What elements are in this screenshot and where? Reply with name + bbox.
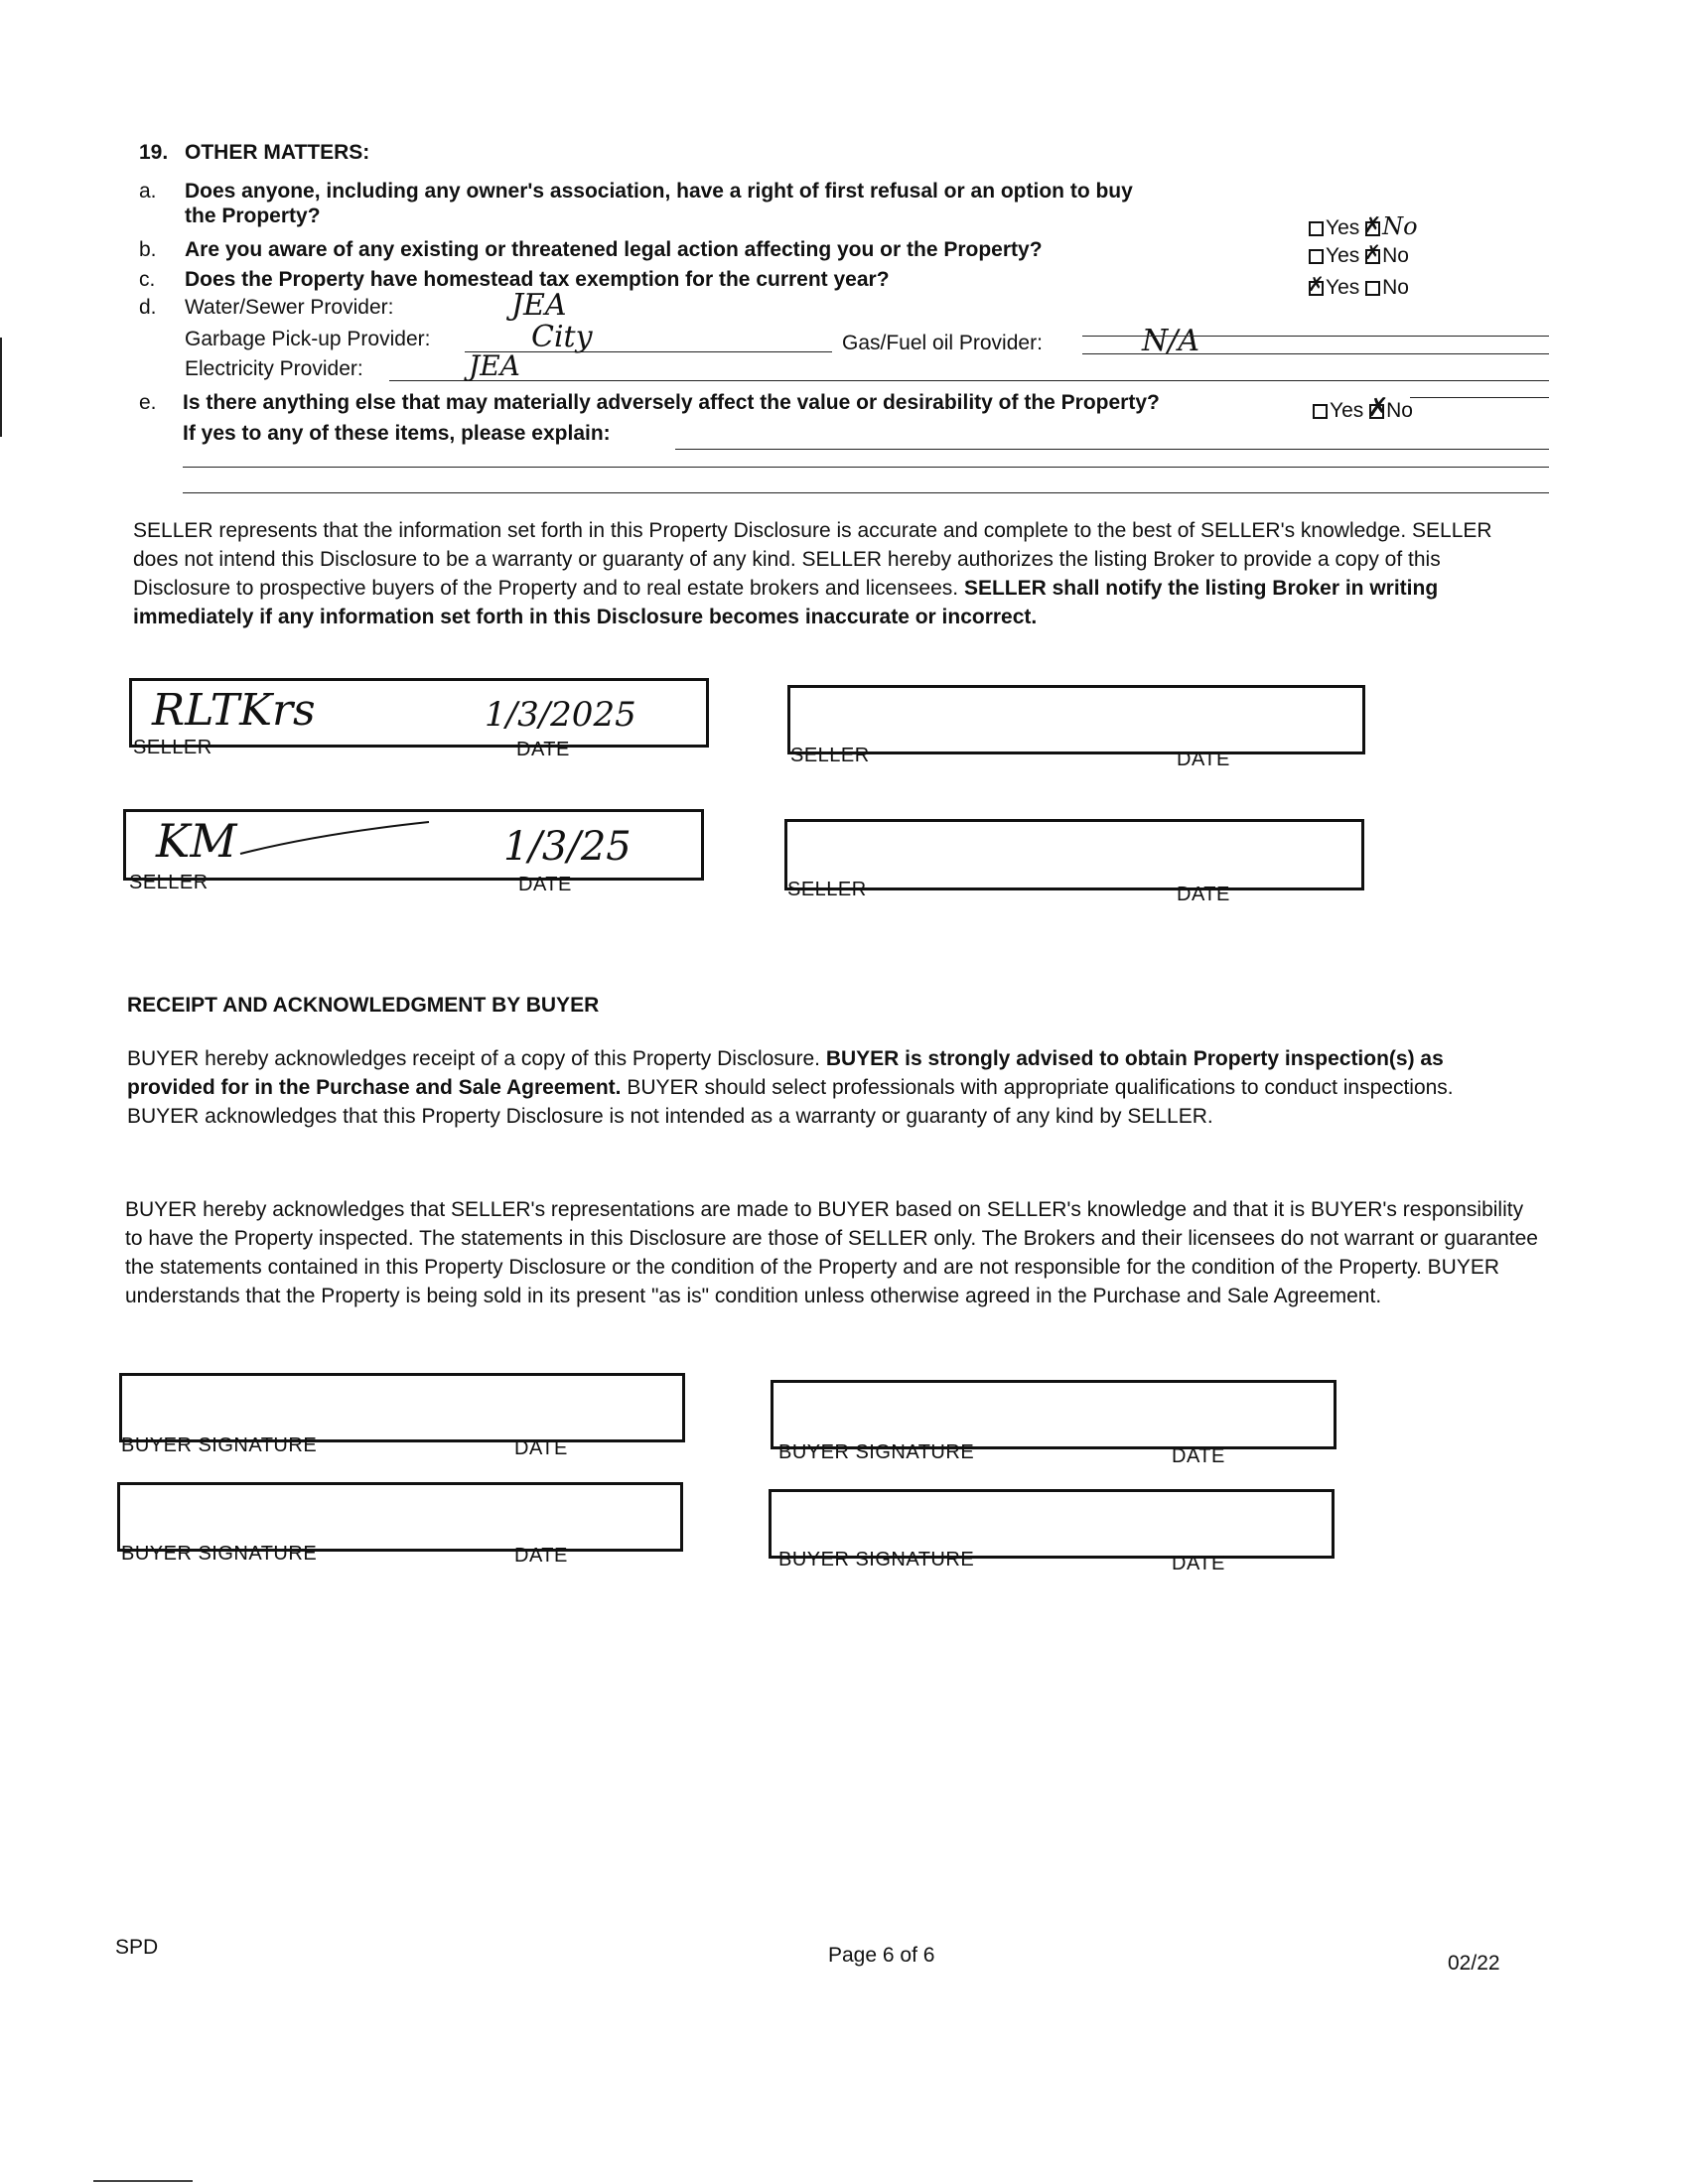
seller-caption-1: SELLER bbox=[133, 737, 212, 758]
yes-checkbox[interactable] bbox=[1313, 404, 1328, 419]
item-a-answer bbox=[1309, 212, 1418, 240]
garbage-label: Garbage Pick-up Provider: bbox=[185, 328, 431, 350]
receipt-heading: RECEIPT AND ACKNOWLEDGMENT BY BUYER bbox=[127, 994, 600, 1017]
no-handwritten-label: No bbox=[1382, 212, 1418, 240]
yes-label: Yes bbox=[1326, 276, 1360, 299]
no-checkbox-checked[interactable]: ✗ bbox=[1367, 392, 1389, 422]
signature-stroke bbox=[235, 820, 434, 860]
buyer-date-caption-4: DATE bbox=[1172, 1553, 1225, 1574]
seller-statement bbox=[133, 516, 1503, 631]
receipt-paragraph-1 bbox=[127, 1044, 1515, 1131]
no-label: No bbox=[1382, 244, 1409, 267]
item-e-question: Is there anything else that may materially adversely affect the value or desirability of the Property? bbox=[183, 391, 1160, 414]
yes-checkbox[interactable] bbox=[1309, 249, 1324, 264]
buyer-caption-2: BUYER SIGNATURE bbox=[778, 1441, 975, 1463]
item-a-question-cont: the Property? bbox=[185, 205, 321, 227]
no-checkbox[interactable] bbox=[1365, 281, 1380, 296]
garbage-value[interactable]: City bbox=[531, 320, 593, 354]
receipt-p1-bold: BUYER is strongly advised to obtain Property inspection(s) as provided for in the Purchase and Sale Agreement. bbox=[127, 1047, 1444, 1099]
item-b-question: Are you aware of any existing or threatened legal action affecting you or the Property? bbox=[185, 238, 1043, 261]
yes-label: Yes bbox=[1326, 216, 1360, 239]
item-e-answer bbox=[1313, 392, 1413, 423]
buyer-signature-box-1[interactable] bbox=[119, 1373, 685, 1442]
seller-date-3: 1/3/25 bbox=[503, 824, 632, 870]
e-upper-line bbox=[1410, 397, 1549, 398]
receipt-p1-text-b: BUYER should select professionals with appropriate qualifications to conduct inspections. BUYER acknowledges that this Property Disclosure is not intended as a warranty or guaranty of any kind by SELLER. bbox=[127, 1076, 1454, 1128]
scan-bottom-mark bbox=[93, 2180, 193, 2182]
seller-signature-3: KM bbox=[156, 814, 237, 868]
seller-signature-box-2[interactable] bbox=[787, 685, 1365, 754]
buyer-caption-3: BUYER SIGNATURE bbox=[121, 1543, 318, 1565]
seller-statement-text: SELLER represents that the information set forth in this Property Disclosure is accurate and complete to the best of SELLER's knowledge. SELLER does not intend this Disclosure to be a warranty or guaranty of any kind. SELLER hereby authorizes the listing Broker to provide a copy of this Disclosure to prospective buyers of the Property and to real estate brokers and licensees. bbox=[133, 519, 1492, 600]
seller-caption-2: SELLER bbox=[790, 745, 870, 766]
yes-label: Yes bbox=[1330, 399, 1364, 422]
item-a-letter: a. bbox=[139, 180, 157, 203]
no-checkbox-checked[interactable]: ✗ bbox=[1363, 212, 1382, 237]
electricity-value[interactable]: JEA bbox=[469, 349, 520, 382]
gas-upper-line bbox=[1082, 336, 1549, 337]
buyer-caption-1: BUYER SIGNATURE bbox=[121, 1434, 318, 1456]
footer-revision: 02/22 bbox=[1448, 1952, 1500, 1975]
item-c-answer bbox=[1309, 276, 1409, 300]
date-caption-4: DATE bbox=[1177, 884, 1230, 905]
buyer-signature-box-2[interactable] bbox=[771, 1380, 1336, 1449]
receipt-p1-text-a: BUYER hereby acknowledges receipt of a copy of this Property Disclosure. bbox=[127, 1047, 826, 1070]
date-caption-2: DATE bbox=[1177, 749, 1230, 770]
seller-signature-box-4[interactable] bbox=[784, 819, 1364, 890]
date-caption-1: DATE bbox=[516, 739, 570, 760]
seller-signature-box-1[interactable] bbox=[129, 678, 709, 748]
item-c-question: Does the Property have homestead tax exemption for the current year? bbox=[185, 268, 890, 291]
no-label: No bbox=[1382, 276, 1409, 299]
item-d-letter: d. bbox=[139, 296, 157, 319]
no-label: No bbox=[1386, 399, 1413, 422]
buyer-date-caption-1: DATE bbox=[514, 1437, 568, 1459]
buyer-date-caption-3: DATE bbox=[514, 1545, 568, 1567]
no-checkbox-checked[interactable]: ✗ bbox=[1364, 242, 1381, 264]
receipt-paragraph-2: BUYER hereby acknowledges that SELLER's representations are made to BUYER based on SELLER's knowledge and that it is BUYER's responsibility to have the Property inspected. The statements in this Disclosure are those of SELLER only. The Brokers and their licensees do not warrant or guarantee the statements contained in this Property Disclosure or the condition of the Property and are not responsible for the condition of the Property. BUYER understands that the Property is being sold in its present "as is" condition unless otherwise agreed in the Purchase and Sale Agreement. bbox=[125, 1198, 1538, 1307]
explain-line-3[interactable] bbox=[183, 492, 1549, 493]
explain-line-2[interactable] bbox=[183, 467, 1549, 468]
scan-edge-mark bbox=[0, 338, 2, 437]
footer-page-number: Page 6 of 6 bbox=[828, 1944, 935, 1967]
electricity-line bbox=[389, 380, 1549, 381]
seller-caption-3: SELLER bbox=[129, 872, 209, 893]
buyer-date-caption-2: DATE bbox=[1172, 1445, 1225, 1467]
seller-statement-bold: SELLER shall notify the listing Broker in writing immediately if any information set forth in this Disclosure becomes inaccurate or incorrect. bbox=[133, 577, 1439, 628]
buyer-caption-4: BUYER SIGNATURE bbox=[778, 1549, 975, 1570]
item-b-answer bbox=[1309, 244, 1409, 268]
footer-form-code: SPD bbox=[115, 1936, 159, 1959]
seller-signature-1: RLTKrs bbox=[152, 685, 316, 736]
water-sewer-label: Water/Sewer Provider: bbox=[185, 296, 394, 319]
item-c-letter: c. bbox=[139, 268, 156, 291]
electricity-label: Electricity Provider: bbox=[185, 357, 363, 380]
yes-checkbox-checked[interactable]: ✗ bbox=[1308, 274, 1325, 296]
item-b-letter: b. bbox=[139, 238, 157, 261]
section-title: OTHER MATTERS: bbox=[185, 141, 370, 164]
explain-line-1[interactable] bbox=[675, 449, 1549, 450]
section-number: 19. bbox=[139, 141, 169, 164]
explain-label: If yes to any of these items, please explain: bbox=[183, 422, 611, 445]
buyer-signature-box-3[interactable] bbox=[117, 1482, 683, 1552]
item-e-letter: e. bbox=[139, 391, 157, 414]
gas-label: Gas/Fuel oil Provider: bbox=[842, 332, 1043, 354]
item-a-question: Does anyone, including any owner's association, have a right of first refusal or an option to buy bbox=[185, 180, 1133, 203]
date-caption-3: DATE bbox=[518, 874, 572, 895]
seller-signature-box-3[interactable] bbox=[123, 809, 704, 881]
yes-checkbox[interactable] bbox=[1309, 221, 1324, 236]
yes-label: Yes bbox=[1326, 244, 1360, 267]
water-sewer-value[interactable]: JEA bbox=[511, 288, 567, 323]
gas-value[interactable]: N/A bbox=[1142, 324, 1200, 358]
seller-caption-4: SELLER bbox=[787, 879, 867, 900]
seller-date-1: 1/3/2025 bbox=[485, 695, 636, 735]
